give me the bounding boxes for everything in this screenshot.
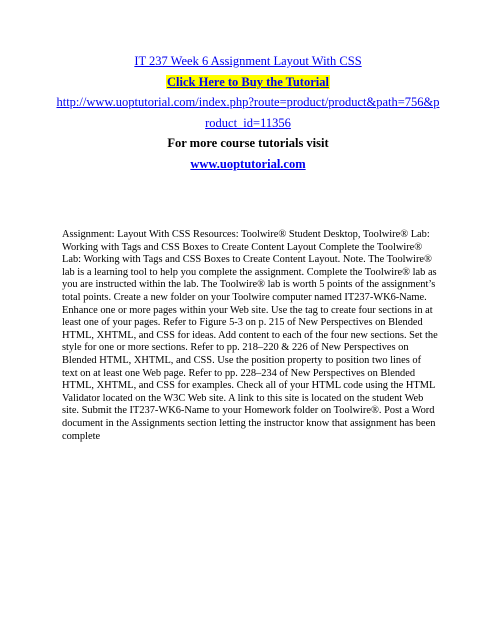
title-line [40, 51, 456, 72]
product-url-link-part1[interactable]: http://www.uoptutorial.com/index.php?route=product/product&path=756&p [56, 95, 440, 109]
more-tutorials-label: For more course tutorials visit [167, 136, 329, 150]
assignment-paragraph: Assignment: Layout With CSS Resources: Toolwire® Student Desktop, Toolwire® Lab: Working with Tags and CSS Boxes to Create Content Layout Complete the Toolwire® Lab: Working with Tags and CSS Boxes to Create Content Layout. Note. The Toolwire® lab is a learning tool to help you complete the assignment. Complete the Toolwire® lab as you are instructed within the lab. The Toolwire® lab is worth 5 points of the assignment’s total points. Create a new folder on your Toolwire computer named IT237-WK6-Name. Enhance one or more pages within your Web site. Use the tag to create four sections in at least one of your pages. Refer to Figure 5-3 on p. 215 of New Perspectives on Blended HTML, XHTML, and CSS for ideas. Add content to each of the four new sections. Set the style for one or more sections. Refer to pp. 218–220 & 226 of New Perspectives on Blended HTML, XHTML, and CSS. Use the position property to position two lines of text on at least one Web page. Refer to pp. 228–234 of New Perspectives on Blended HTML, XHTML, and CSS for examples. Check all of your HTML code using the HTML Validator located on the W3C Web site. A link to this site is located on the student Web site. Submit the IT237-WK6-Name to your Homework folder on Toolwire®. Post a Word document in the Assignments section letting the instructor know that assignment has been complete [62, 229, 438, 442]
buy-line [40, 72, 456, 93]
buy-tutorial-link[interactable]: Click Here to Buy the Tutorial [167, 74, 329, 89]
product-url-link-part2[interactable]: roduct_id=11356 [205, 115, 291, 130]
site-line [40, 154, 456, 175]
url-line-1 [40, 92, 456, 113]
document-header [40, 51, 456, 174]
url-line-2 [40, 113, 456, 134]
title-link[interactable]: IT 237 Week 6 Assignment Layout With CSS [134, 54, 362, 68]
site-link[interactable]: www.uoptutorial.com [190, 156, 306, 171]
